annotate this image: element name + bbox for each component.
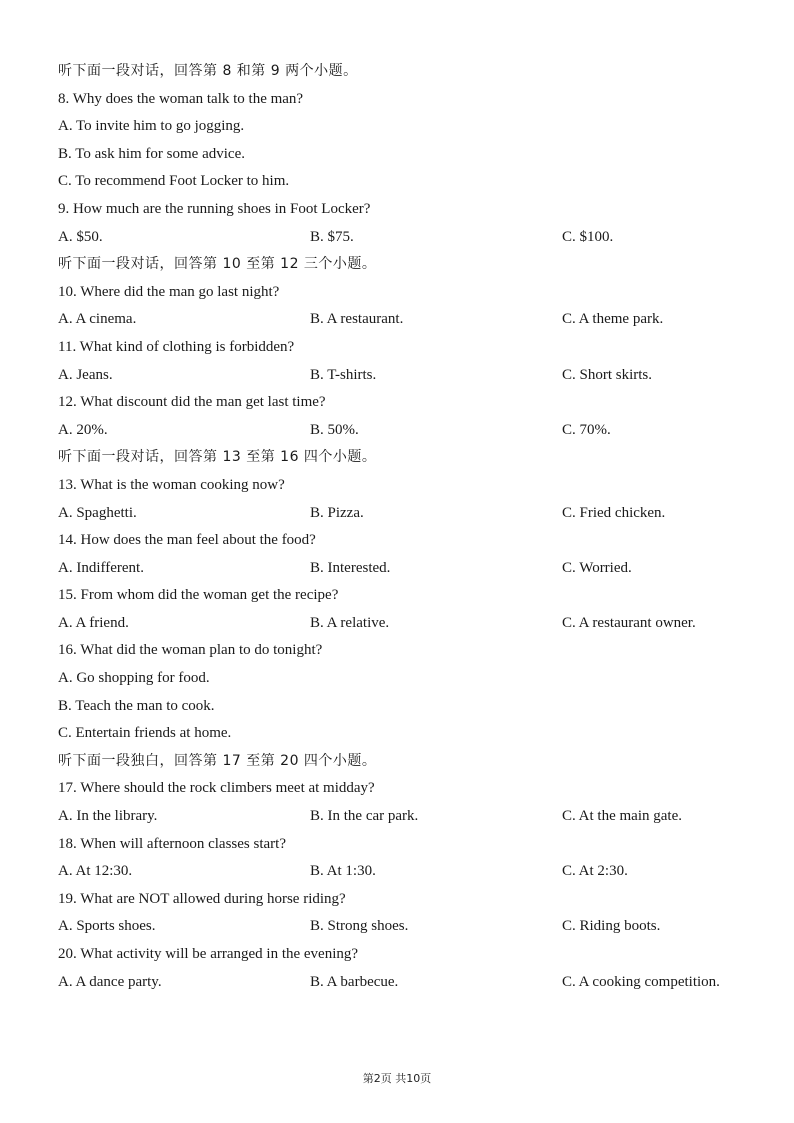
page-footer: 第2页 共10页 <box>362 1072 432 1085</box>
question-text: 10. Where did the man go last night? <box>58 283 280 300</box>
answer-option: B. At 1:30. <box>310 863 376 880</box>
question-text: 15. From whom did the woman get the recipe? <box>58 587 339 604</box>
question-text: 8. Why does the woman talk to the man? <box>58 90 304 107</box>
answer-options-row <box>58 306 758 334</box>
answer-options-row <box>58 417 758 445</box>
answer-option: A. A dance party. <box>58 973 162 990</box>
answer-option: B. A barbecue. <box>310 973 399 990</box>
exam-content <box>58 58 758 996</box>
answer-options-row <box>58 362 758 390</box>
question-text: 11. What kind of clothing is forbidden? <box>58 338 295 355</box>
answer-option: A. At 12:30. <box>58 863 133 880</box>
answer-option: A. In the library. <box>58 808 158 825</box>
answer-option: B. A relative. <box>310 614 390 631</box>
answer-option: C. Entertain friends at home. <box>58 725 232 742</box>
answer-option: B. In the car park. <box>310 808 419 825</box>
answer-option: C. $100. <box>562 228 614 245</box>
answer-options-row <box>58 858 758 886</box>
section-header: 听下面一段对话，回答第 13 至第 16 四个小题。 <box>58 449 377 466</box>
answer-option: B. Interested. <box>310 559 391 576</box>
answer-option: A. To invite him to go jogging. <box>58 118 245 135</box>
answer-option: C. 70%. <box>562 421 611 438</box>
answer-option: C. A restaurant owner. <box>562 614 696 631</box>
answer-option: B. Pizza. <box>310 504 364 521</box>
answer-options-row <box>58 610 758 638</box>
answer-option: A. 20%. <box>58 421 108 438</box>
answer-option: A. $50. <box>58 228 103 245</box>
answer-option: A. Spaghetti. <box>58 504 137 521</box>
answer-option: B. $75. <box>310 228 354 245</box>
section-header: 听下面一段对话，回答第 8 和第 9 两个小题。 <box>58 63 358 79</box>
answer-option: B. Strong shoes. <box>310 918 409 935</box>
answer-option: C. At 2:30. <box>562 863 628 880</box>
answer-option: A. Jeans. <box>58 366 113 383</box>
question-text: 16. What did the woman plan to do tonight? <box>58 642 323 659</box>
question-text: 19. What are NOT allowed during horse riding? <box>58 890 346 907</box>
answer-option: C. Riding boots. <box>562 918 661 935</box>
question-text: 9. How much are the running shoes in Foot Locker? <box>58 200 371 217</box>
answer-option: B. T-shirts. <box>310 366 377 383</box>
question-text: 14. How does the man feel about the food? <box>58 532 316 549</box>
question-text: 20. What activity will be arranged in the evening? <box>58 946 359 962</box>
answer-option: B. To ask him for some advice. <box>58 145 245 162</box>
answer-options-row <box>58 500 758 528</box>
answer-options-row <box>58 555 758 583</box>
answer-option: B. A restaurant. <box>310 311 404 328</box>
answer-options-row <box>58 913 758 941</box>
answer-option: A. Sports shoes. <box>58 918 156 935</box>
answer-options-row <box>58 803 758 831</box>
question-text: 12. What discount did the man get last time? <box>58 394 326 411</box>
question-text: 17. Where should the rock climbers meet at midday? <box>58 780 375 797</box>
answer-option: A. A cinema. <box>58 311 137 328</box>
answer-option: B. Teach the man to cook. <box>58 697 215 714</box>
section-header: 听下面一段独白，回答第 17 至第 20 四个小题。 <box>58 752 377 769</box>
answer-option: C. At the main gate. <box>562 808 682 825</box>
answer-option: C. A theme park. <box>562 311 664 328</box>
question-text: 13. What is the woman cooking now? <box>58 476 285 493</box>
section-header: 听下面一段对话，回答第 10 至第 12 三个小题。 <box>58 256 377 273</box>
answer-option: C. Short skirts. <box>562 366 653 383</box>
answer-option: C. Worried. <box>562 559 632 576</box>
answer-option: C. Fried chicken. <box>562 504 666 521</box>
answer-option: B. 50%. <box>310 421 359 438</box>
answer-options-row <box>58 224 758 252</box>
answer-options-row <box>58 969 758 997</box>
answer-option: A. A friend. <box>58 614 129 631</box>
answer-option: A. Indifferent. <box>58 559 144 576</box>
answer-option: C. A cooking competition. <box>562 973 720 990</box>
answer-option: A. Go shopping for food. <box>58 670 210 687</box>
answer-option: C. To recommend Foot Locker to him. <box>58 173 290 190</box>
question-text: 18. When will afternoon classes start? <box>58 835 286 852</box>
